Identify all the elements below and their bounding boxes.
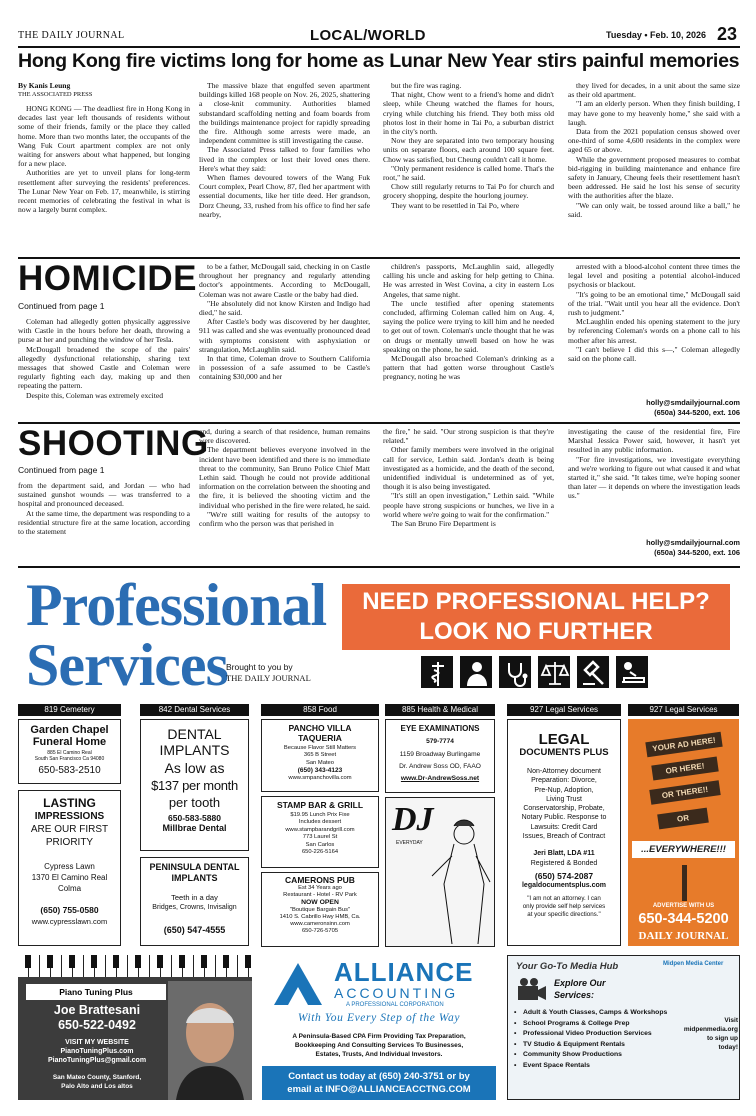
ad-line: www.cameronsinn.com: [290, 921, 350, 928]
ad-title: LEGAL: [538, 731, 590, 748]
ad-line: CAMERONS PUB: [285, 875, 355, 885]
media-url[interactable]: midpenmedia.org: [683, 1026, 738, 1033]
ad-line: Bookkeeping And Consulting Services To Businesses,: [294, 1042, 464, 1049]
reporter-phone: (650a) 344-5200, ext. 106: [654, 548, 740, 557]
paragraph: Despite this, Coleman was extremely excited: [26, 390, 164, 400]
list-item: • Community Show Productions: [514, 1050, 678, 1061]
banner-line-1: NEED PROFESSIONAL HELP?: [362, 588, 710, 615]
category-health: 885 Health & Medical: [385, 704, 495, 716]
homicide-column-3: [383, 262, 554, 419]
ad-line: LASTING: [43, 796, 96, 810]
legal-documents-ad[interactable]: [507, 719, 621, 946]
masthead-rule: [18, 46, 740, 48]
ad-line: Preparation: Divorce,: [531, 777, 597, 785]
sign-post: [682, 865, 687, 901]
paper-name: THE DAILY JOURNAL: [18, 30, 125, 41]
paragraph: children's passports, McLaughlin said, allegedly calling his uncle and asking for help getting to China. He was arrested in West Covina, a city in eastern Los Angeles, that same night.: [383, 262, 554, 299]
ad-line: Teeth in a day: [171, 893, 218, 902]
shooting-column-1: [18, 481, 190, 561]
paragraph: "I am an elderly person. When they finish building, I may have gone to my heavenly home," she said with a laugh.: [568, 99, 740, 127]
ad-name: Cypress Lawn: [44, 862, 95, 871]
help-banner: [342, 584, 730, 650]
hk-headline: Hong Kong fire victims long for home as Lunar New Year stirs painful memories: [18, 50, 740, 72]
ad-line: Non-Attorney document: [527, 768, 601, 775]
garden-chapel-ad[interactable]: [18, 719, 121, 784]
media-logo: Midpen Media Center: [663, 961, 724, 967]
tuner-name: Joe Brattesani: [53, 1003, 141, 1017]
byline-author: By Kanis Leung: [18, 81, 71, 90]
ad-disclaimer: "I am not an attorney. I can: [527, 894, 601, 902]
paragraph: from the department said, and Jordan — who had sustained gunshot wounds — was transferred to a hospital and pronounced deceased.: [18, 481, 190, 509]
alliance-accounting-ad[interactable]: [262, 955, 496, 1100]
paragraph: arrested with a blood-alcohol content three times the legal level and positing a potential alcohol-induced psychosis or blackout.: [568, 262, 740, 290]
stamp-bar-ad[interactable]: [261, 796, 379, 868]
ad-phone: 650-583-5880: [168, 813, 221, 823]
issue-date: Tuesday • Feb. 10, 2026: [606, 30, 707, 40]
illustration: [424, 816, 492, 944]
ad-paper: DAILY JOURNAL: [638, 930, 729, 942]
ad-phone: (650) 547-4555: [163, 925, 226, 935]
ad-line: www.stampbarandgrill.com: [285, 826, 355, 833]
ad-address: 1370 El Camino Real: [31, 873, 108, 882]
tuner-photo: [168, 981, 252, 1100]
brought-by: [226, 662, 311, 684]
camerons-pub-ad[interactable]: [261, 872, 379, 947]
gavel-icon: [576, 655, 610, 689]
ad-line: 773 Laurel St: [302, 834, 338, 841]
ad-website: legaldocumentsplus.com: [521, 882, 607, 890]
section-divider: [18, 566, 740, 568]
ad-line: A Peninsula-Based CPA Firm Providing Tax Preparation,: [292, 1033, 466, 1040]
ad-phone: 650-344-5200: [638, 911, 729, 927]
ad-disclaimer: only provide self help services: [522, 902, 606, 910]
piano-email: PianoTuningPlus@gmail.com: [47, 1057, 147, 1064]
shooting-contact: [646, 538, 740, 558]
hk-column-4: [568, 81, 740, 254]
media-visit: [678, 1016, 738, 1052]
paragraph: "Only permanent residence is called home. That's the root," he said.: [383, 163, 554, 183]
piano-website: PianoTuningPlus.com: [60, 1048, 134, 1055]
ad-line: Because Flavor Still Matters: [283, 745, 357, 751]
paragraph: they lived for decades, in a unit about the same size as their old apartment.: [568, 81, 740, 100]
ad-line: 650-226-5164: [301, 849, 339, 856]
service-area-2: Palo Alto and Los altos: [61, 1083, 133, 1090]
ad-phone: (650) 574-2087: [534, 870, 594, 881]
dj-sub: EVERYDAY: [396, 840, 423, 846]
alliance-tagline: With You Every Step of the Way: [297, 1012, 461, 1024]
ad-line: San Mateo: [305, 759, 335, 766]
ad-phone: (650) 343-4123: [297, 767, 343, 775]
hk-column-2: [199, 81, 370, 254]
ad-line: IMPRESSIONS: [34, 811, 105, 822]
eye-exam-ad[interactable]: [385, 719, 495, 793]
dental-implants-ad[interactable]: [140, 719, 249, 851]
service-area: San Mateo County, Stanford,: [52, 1074, 142, 1081]
ad-website: www.cypresslawn.com: [31, 917, 108, 926]
ad-line: Lawsuits: Credit Card: [530, 823, 598, 831]
ad-phone: (650) 755-0580: [40, 905, 99, 915]
pancho-villa-ad[interactable]: [261, 719, 379, 792]
sign-or: OR: [657, 808, 709, 830]
reporter-phone: (650a) 344-5200, ext. 106: [654, 408, 740, 417]
ad-line: per tooth: [168, 795, 221, 810]
paragraph: the fire," he said. "Our strong suspicion is that they're related.": [383, 427, 554, 446]
ad-line: IMPLANTS: [159, 742, 230, 758]
shooting-column-2: [199, 427, 370, 561]
alliance-body: [262, 1032, 496, 1059]
ad-line: EYE EXAMINATIONS: [400, 724, 480, 733]
ad-line: PANCHO VILLA: [288, 723, 352, 733]
paragraph: At the same time, the department was responding to a residential structure fire at the same location, according to the statement: [18, 508, 190, 537]
ad-line: Issues, Breach of Contract: [522, 833, 606, 841]
shooting-column-3: [383, 427, 554, 561]
paragraph: They want to be resettled in Tai Po, where: [391, 200, 520, 210]
ad-line: Registered & Bonded: [530, 859, 598, 867]
visit-label: VISIT MY WEBSITE: [65, 1039, 129, 1046]
ad-line: Est 34 Years ago: [298, 885, 342, 891]
list-item: • TV Studio & Equipment Rentals: [514, 1040, 678, 1051]
homicide-column-1: [18, 317, 190, 419]
ad-address: 885 El Camino Real: [47, 750, 92, 756]
paragraph: "It's going to be an emotional time," McDougall said of the trial. "Wait until you hear all the evidence. Don't rush to judgment.": [568, 289, 740, 318]
alliance-title: ALLIANCE: [334, 957, 474, 987]
ad-website: www.smpanchovilla.com: [288, 774, 352, 781]
shooting-title: SHOOTING: [18, 424, 209, 463]
ad-line: 650-726-5705: [301, 928, 339, 935]
ad-address-2: South San Francisco Ca 94080: [34, 756, 105, 762]
ad-line: 365 B Street: [303, 752, 337, 759]
paragraph: Other family members were involved in the original call for service, Lethin said. Jordan's death is being investigated as a homicide, and the death of the second, unidentified individual is undetermined as of yet, though it is also being investigated.: [383, 445, 554, 492]
ad-line: Estates, Trusts, And Individual Investors.: [315, 1051, 443, 1058]
ad-line: Pre-Nup, Adoption,: [534, 786, 594, 794]
paragraph: The uncle testified after opening statements concluded, affirming Coleman called him on Aug. 4, saying the police were trying to kill him and he needed to get out of town. Coleman's uncle thought that he was on drugs or mentally unwell based on how he was speaking on the phone, he said.: [383, 298, 554, 354]
paragraph: to be a father, McDougall said, checking in on Castle throughout her pregnancy and regularly attending doctor's appointments. According to McDougall, Coleman was not aware Castle or the baby had died.: [199, 262, 370, 299]
piano-logo: Piano Tuning Plus: [26, 984, 166, 1000]
paragraph: Data from the 2021 population census showed over one-third of some 4,600 residents in the complex were aged 65 or above.: [568, 127, 740, 155]
homicide-column-4: [568, 262, 740, 370]
paragraph: Authorities are yet to unveil plans for long-term resettlement after surveying the residents' preferences. The Lunar New Year on Feb. 17, meanwhile, is stirring recent memories of celebrating the festival in what is now a largely burnt complex.: [18, 168, 190, 215]
paragraph: but the fire was raging.: [391, 81, 462, 90]
explore-label: Explore Our: [554, 978, 606, 988]
list-item: • Professional Video Production Services: [514, 1029, 678, 1040]
alliance-corp: A PROFESSIONAL CORPORATION: [346, 1002, 444, 1008]
shooting-continued: Continued from page 1: [18, 465, 105, 475]
massage-icon: [615, 655, 649, 689]
paragraph: investigating the cause of the residential fire, Fire Marshal Jessica Power said, however, it hasn't yet resulted in any public information.: [568, 427, 740, 455]
piano-tuning-ad[interactable]: [18, 955, 252, 1100]
paragraph: When flames devoured towers of the Wang Fuk Court complex, Pearl Chow, 87, fled her apartment with essential documents, like her title deed. Her grandson, Dorz Cheung, 33, rushed from his office to find her safe nearby,: [199, 173, 370, 219]
hk-column-3: [383, 81, 554, 254]
paragraph: HONG KONG — The deadliest fire in Hong Kong in decades last year left thousands of residents without some of their friends, family or the place they called home. More than two months later, the occupants of the Wang Fuk Court apartment complex are not only waiting for answers about what happened, but longing for a new place.: [18, 104, 190, 169]
ad-address: 1159 Broadway Burlingame: [399, 751, 481, 758]
paragraph: The department believes everyone involved in the incident have been identified and there is no immediate threat to the community, San Bruno Police Chief Matt Lethin said. Though he could not provide additional information on the correlation between the shooting and the fire, it is believed the shooting victim and the individual who perished in the fire were related, he said.: [199, 445, 370, 510]
sign-or-here: OR HERE!: [651, 756, 718, 780]
ad-line: "Boutique Bargain Bus": [289, 906, 351, 913]
paragraph: That night, Chow went to a friend's home and didn't sleep, while Cheung watched the flames for hours, crying while clutching his friend. They both miss old photos lost in their home in Tai Po, a suburban district in the city's north.: [383, 90, 554, 137]
ad-name: Jeri Blatt, LDA #11: [533, 850, 595, 858]
list-item: • Adult & Youth Classes, Camps & Workshops: [514, 1008, 678, 1019]
ad-title-2: DOCUMENTS PLUS: [519, 747, 609, 758]
ad-line: Contact us today at (650) 240-3751 or by: [288, 1071, 470, 1082]
paragraph: "We're still waiting for results of the autopsy to confirm who the person was that perished in: [199, 509, 370, 529]
ad-line: $19.95 Lunch Prix Fixe: [290, 812, 350, 818]
sign-everywhere: ...EVERYWHERE!!!: [632, 841, 735, 858]
ad-name-2: Funeral Home: [32, 736, 107, 748]
ad-line: Restaurant - Hotel - RV Park: [283, 892, 357, 899]
ad-line: PRIORITY: [45, 837, 94, 848]
paragraph: Coleman had allegedly gotten physically aggressive with Castle in the hours before her death, throwing a purse at her and punching the window of her Tesla.: [18, 317, 190, 345]
alliance-subtitle: ACCOUNTING: [334, 985, 459, 1001]
hk-column-1: [18, 104, 190, 254]
ad-line: email at INFO@ALLIANCEACCTNG.COM: [287, 1084, 471, 1095]
media-services-list: [514, 1008, 678, 1072]
ad-line: Notary Public. Response to: [521, 814, 607, 822]
paragraph: and, during a search of that residence, human remains were discovered.: [199, 427, 370, 446]
visit-label: Visit: [724, 1017, 738, 1024]
paragraph: "For fire investigations, we investigate everything and we're working to figure out what caused it and what started it," she said. "It takes time, we're hoping sooner than later — it depends on where the investigation leads us.": [568, 454, 740, 501]
doctor-icon: [459, 655, 493, 689]
piano-black-keys: [18, 955, 252, 968]
ad-disclaimer: at your specific directions.": [527, 910, 601, 918]
category-cemetery: 819 Cemetery: [18, 704, 121, 716]
camera-icon: [514, 976, 550, 1006]
reporter-email[interactable]: holly@smdailyjournal.com: [646, 538, 740, 547]
alliance-logo-icon: [270, 959, 326, 1009]
paragraph: Now they are separated into two temporary housing units on separate floors, each around 100 square feet. Chow was satisfied, but Cheung couldn't call it home.: [383, 136, 554, 164]
list-item: • School Programs & College Prep: [514, 1019, 678, 1030]
homicide-continued: Continued from page 1: [18, 301, 105, 311]
ad-website: www.Dr-AndrewSoss.net: [400, 775, 480, 782]
midpen-media-ad[interactable]: [507, 955, 740, 1100]
homicide-title: HOMICIDE: [18, 259, 197, 298]
shooting-column-4: [568, 427, 740, 522]
paragraph: The Associated Press talked to four families who lived in the complex or lost their loved ones there. Here's what they said:: [199, 145, 370, 173]
paragraph: "We can only wait, be tossed around like a ball," he said.: [568, 200, 740, 219]
ad-name: Millbrae Dental: [162, 823, 227, 833]
ad-line: NOW OPEN: [301, 899, 339, 907]
brought-by-paper: THE DAILY JOURNAL: [226, 673, 311, 683]
banner-line-2: LOOK NO FURTHER: [419, 618, 653, 645]
section-name: LOCAL/WORLD: [310, 27, 426, 44]
ad-line: PENINSULA DENTAL: [149, 862, 240, 872]
paragraph: The San Bruno Fire Department is: [391, 519, 496, 529]
brought-by-label: Brought to you by: [226, 662, 293, 672]
ad-line: TAQUERIA: [298, 733, 342, 743]
homicide-column-2: [199, 262, 370, 419]
paragraph: "He absolutely did not know Kirsten and Indigo had died," he said.: [199, 298, 370, 318]
cypress-lawn-ad[interactable]: [18, 790, 121, 946]
list-item: • Event Space Rentals: [514, 1061, 678, 1072]
paragraph: McDougall also broached Coleman's drinking as a pattern that had gotten worse throughout Castle's pregnancy, noting he was: [383, 354, 554, 382]
signup-label-2: today!: [718, 1044, 738, 1051]
homicide-contact: [646, 398, 740, 418]
ad-line: Living Trust: [546, 795, 582, 803]
ad-phone: 650-583-2510: [38, 765, 101, 776]
services-label: Services:: [554, 990, 595, 1000]
stethoscope-icon: [498, 655, 532, 689]
paragraph: While the government proposed measures to combat bid-rigging in building maintenance and enhance fire safety in January, Cheung feels their resettlement hasn't been addressed. He said he lost his sense of security with the authorities after the blaze.: [568, 154, 740, 201]
advertise-with-us-ad[interactable]: [628, 719, 739, 946]
paragraph: McLaughlin ended his opening statement to the jury by referencing Coleman's words on a phone call to his mother after his arrest.: [568, 317, 740, 345]
dj-logo: DJ: [392, 801, 434, 838]
ad-line: As low as: [164, 760, 225, 776]
ad-line: ARE OUR FIRST: [30, 824, 109, 835]
ad-phone: 579-7774: [426, 738, 454, 745]
reporter-email[interactable]: holly@smdailyjournal.com: [646, 398, 740, 407]
paragraph: "It's still an open investigation," Lethin said. "While people have strong suspicions or hunches, we live in a world where we're going to wait for the confirmation.": [383, 491, 554, 519]
paragraph: The massive blaze that engulfed seven apartment buildings killed 168 people on Nov. 26, 2025, shattering a close-knit community. Authorities blamed substandard scaffolding netting and foam boards from the buildings maintenance project for rapidly spreading the fire. Although some arrests were made, an independent committee is still investigating the cause.: [199, 81, 370, 146]
ad-name: Garden Chapel: [30, 724, 109, 736]
signup-label: to sign up: [706, 1035, 738, 1042]
sign-or-there: OR THERE!!: [649, 780, 720, 805]
byline-agency: THE ASSOCIATED PRESS: [18, 91, 93, 98]
hk-byline: [18, 81, 188, 99]
paragraph: "I can't believe I did this s—," Coleman allegedly said on the phone call.: [568, 344, 740, 364]
ad-line: DENTAL: [167, 726, 222, 742]
page-number: 23: [717, 24, 738, 44]
dj-everyday-ad[interactable]: [385, 797, 495, 947]
ad-line: Conservatorship, Probate,: [523, 805, 605, 813]
ad-line: San Carlos: [305, 841, 335, 848]
alliance-contact: [262, 1066, 496, 1100]
services-title-1: Professional: [26, 572, 327, 638]
ad-line: Bridges, Crowns, Invisalign: [152, 904, 237, 911]
paragraph: After Castle's body was discovered by her daughter, 911 was called and she was eventually pronounced dead with symptoms consistent with asphyxiation or strangulation, McLaughlin said.: [199, 317, 370, 354]
sign-your-ad: YOUR AD HERE!: [645, 732, 722, 757]
paragraph: In that time, Coleman drove to Southern California in possession of a safe assumed to be Castle's containing $30,000 and her: [199, 354, 370, 382]
category-legal: 927 Legal Services: [507, 704, 621, 716]
services-title-2: Services: [26, 632, 228, 698]
masthead: [18, 24, 740, 45]
ad-city: Colma: [57, 884, 82, 893]
ad-doctor: Dr. Andrew Soss OD, FAAO: [399, 763, 481, 770]
category-dental: 842 Dental Services: [140, 704, 249, 716]
paragraph: McDougall broadened the scope of the pairs' allegedly dysfunctional relationship, sharing text messages that showed Castle and Coleman were regularly fighting each day, making up and then repeating the pattern.: [18, 344, 190, 391]
caduceus-icon: [420, 655, 454, 689]
ad-line: 1410 S. Cabrillo Hwy HMB, Ca.: [279, 913, 361, 920]
category-legal-2: 927 Legal Services: [628, 704, 739, 716]
peninsula-dental-ad[interactable]: [140, 857, 249, 946]
advertise-label: ADVERTISE WITH US: [652, 903, 715, 909]
ad-line: Includes dessert: [298, 819, 342, 826]
ad-line: STAMP BAR & GRILL: [276, 800, 364, 810]
category-food: 858 Food: [261, 704, 379, 716]
paragraph: Chow still regularly returns to Tai Po for church and grocery shopping, despite the hourlong journey.: [383, 182, 554, 201]
tuner-phone: 650-522-0492: [58, 1018, 136, 1032]
ad-line: $137 per month: [151, 778, 238, 793]
media-title: Your Go-To Media Hub: [516, 961, 619, 972]
ad-line: IMPLANTS: [171, 873, 218, 883]
scales-icon: [537, 655, 571, 689]
